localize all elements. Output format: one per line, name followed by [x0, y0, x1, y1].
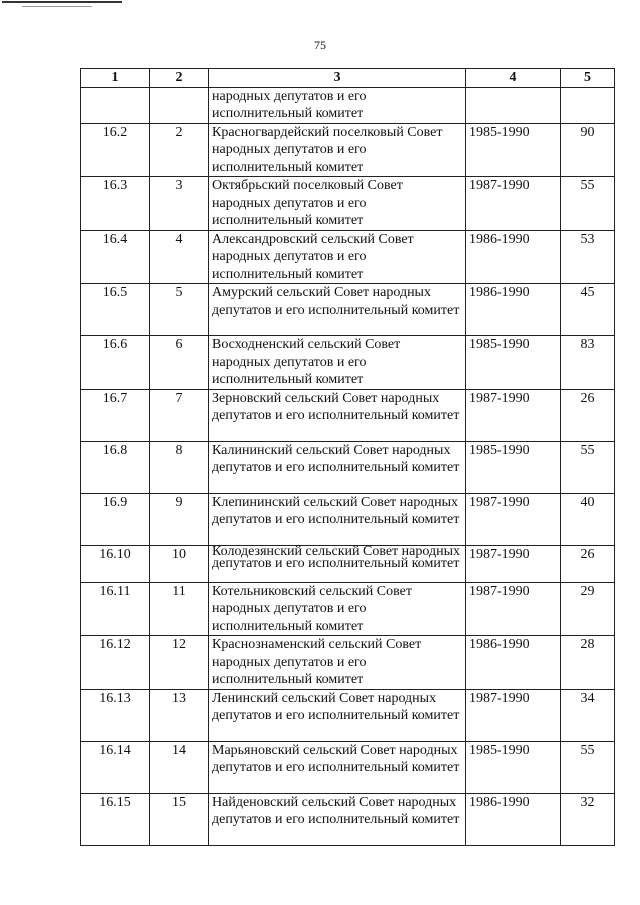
continuation-row [81, 87, 615, 123]
cell-count: 55 [561, 441, 615, 493]
cell-period: 1987-1990 [466, 389, 561, 441]
cell-number: 15 [150, 793, 209, 845]
table-row [81, 284, 615, 336]
cell-index: 16.9 [81, 493, 150, 545]
cell-name: Котельниковский сельский Совет народных депутатов и его исполнительный комитет [209, 582, 466, 636]
table-row [81, 230, 615, 284]
cell-period: 1985-1990 [466, 441, 561, 493]
cell-count: 55 [561, 177, 615, 231]
cell-period: 1987-1990 [466, 689, 561, 741]
column-header: 3 [209, 69, 466, 88]
cell-number: 7 [150, 389, 209, 441]
cell-name: Красногвардейский поселковый Совет народных депутатов и его исполнительный комитет [209, 123, 466, 177]
cell-name: Колодезянский сельский Совет народных депутатов и его исполнительный комитет [209, 545, 466, 582]
cell-index: 16.4 [81, 230, 150, 284]
table-row [81, 336, 615, 390]
cell-count: 34 [561, 689, 615, 741]
cell-period: 1985-1990 [466, 123, 561, 177]
cell-count: 45 [561, 284, 615, 336]
cell-number: 8 [150, 441, 209, 493]
cell-number [150, 87, 209, 123]
cell-number: 13 [150, 689, 209, 741]
cell-index: 16.7 [81, 389, 150, 441]
cell-number: 2 [150, 123, 209, 177]
cell-index: 16.8 [81, 441, 150, 493]
cell-name: Калининский сельский Совет народных депутатов и его исполнительный комитет [209, 441, 466, 493]
cell-number: 9 [150, 493, 209, 545]
table-row [81, 793, 615, 845]
column-header: 5 [561, 69, 615, 88]
cell-index: 16.12 [81, 636, 150, 690]
cell-name: Марьяновский сельский Совет народных депутатов и его исполнительный комитет [209, 741, 466, 793]
cell-count: 32 [561, 793, 615, 845]
cell-number: 5 [150, 284, 209, 336]
cell-period: 1985-1990 [466, 741, 561, 793]
cell-index: 16.5 [81, 284, 150, 336]
cell-number: 3 [150, 177, 209, 231]
table-row [81, 636, 615, 690]
table-row [81, 177, 615, 231]
cell-name: Клепининский сельский Совет народных депутатов и его исполнительный комитет [209, 493, 466, 545]
cell-count: 26 [561, 545, 615, 582]
table-row [81, 741, 615, 793]
cell-name: Октябрьский поселковый Совет народных депутатов и его исполнительный комитет [209, 177, 466, 231]
table-row [81, 545, 615, 582]
column-header: 1 [81, 69, 150, 88]
cell-count [561, 87, 615, 123]
cell-period: 1987-1990 [466, 582, 561, 636]
cell-period: 1986-1990 [466, 284, 561, 336]
cell-index: 16.11 [81, 582, 150, 636]
cell-number: 12 [150, 636, 209, 690]
cell-count: 28 [561, 636, 615, 690]
table-row [81, 582, 615, 636]
cell-name: Найденовский сельский Совет народных депутатов и его исполнительный комитет [209, 793, 466, 845]
cell-count: 83 [561, 336, 615, 390]
cell-index: 16.13 [81, 689, 150, 741]
header-row [81, 69, 615, 88]
scan-mark-faint [22, 6, 92, 7]
archive-table [80, 68, 615, 846]
cell-count: 55 [561, 741, 615, 793]
cell-index: 16.14 [81, 741, 150, 793]
cell-number: 6 [150, 336, 209, 390]
table-row [81, 441, 615, 493]
cell-name: Амурский сельский Совет народных депутатов и его исполнительный комитет [209, 284, 466, 336]
cell-number: 10 [150, 545, 209, 582]
table-row [81, 689, 615, 741]
cell-index: 16.2 [81, 123, 150, 177]
cell-period: 1987-1990 [466, 493, 561, 545]
cell-period: 1985-1990 [466, 336, 561, 390]
cell-index: 16.3 [81, 177, 150, 231]
page-number: 75 [314, 38, 326, 52]
column-header: 4 [466, 69, 561, 88]
cell-count: 29 [561, 582, 615, 636]
cell-name: Восходненский сельский Совет народных депутатов и его исполнительный комитет [209, 336, 466, 390]
cell-count: 26 [561, 389, 615, 441]
cell-period [466, 87, 561, 123]
cell-index: 16.10 [81, 545, 150, 582]
cell-name: Краснознаменский сельский Совет народных депутатов и его исполнительный комитет [209, 636, 466, 690]
cell-name: Александровский сельский Совет народных депутатов и его исполнительный комитет [209, 230, 466, 284]
cell-index: 16.6 [81, 336, 150, 390]
cell-number: 11 [150, 582, 209, 636]
cell-number: 14 [150, 741, 209, 793]
table-row [81, 123, 615, 177]
table-row [81, 389, 615, 441]
column-header: 2 [150, 69, 209, 88]
cell-period: 1986-1990 [466, 636, 561, 690]
cell-period: 1987-1990 [466, 177, 561, 231]
cell-number: 4 [150, 230, 209, 284]
cell-index: 16.15 [81, 793, 150, 845]
cell-name: Зерновский сельский Совет народных депутатов и его исполнительный комитет [209, 389, 466, 441]
cell-period: 1987-1990 [466, 545, 561, 582]
cell-count: 53 [561, 230, 615, 284]
cell-name: Ленинский сельский Совет народных депутатов и его исполнительный комитет [209, 689, 466, 741]
cell-period: 1986-1990 [466, 793, 561, 845]
cell-name: народных депутатов и его исполнительный комитет [209, 87, 466, 123]
cell-count: 90 [561, 123, 615, 177]
cell-count: 40 [561, 493, 615, 545]
table-row [81, 493, 615, 545]
scan-mark [2, 1, 122, 3]
cell-period: 1986-1990 [466, 230, 561, 284]
cell-index [81, 87, 150, 123]
